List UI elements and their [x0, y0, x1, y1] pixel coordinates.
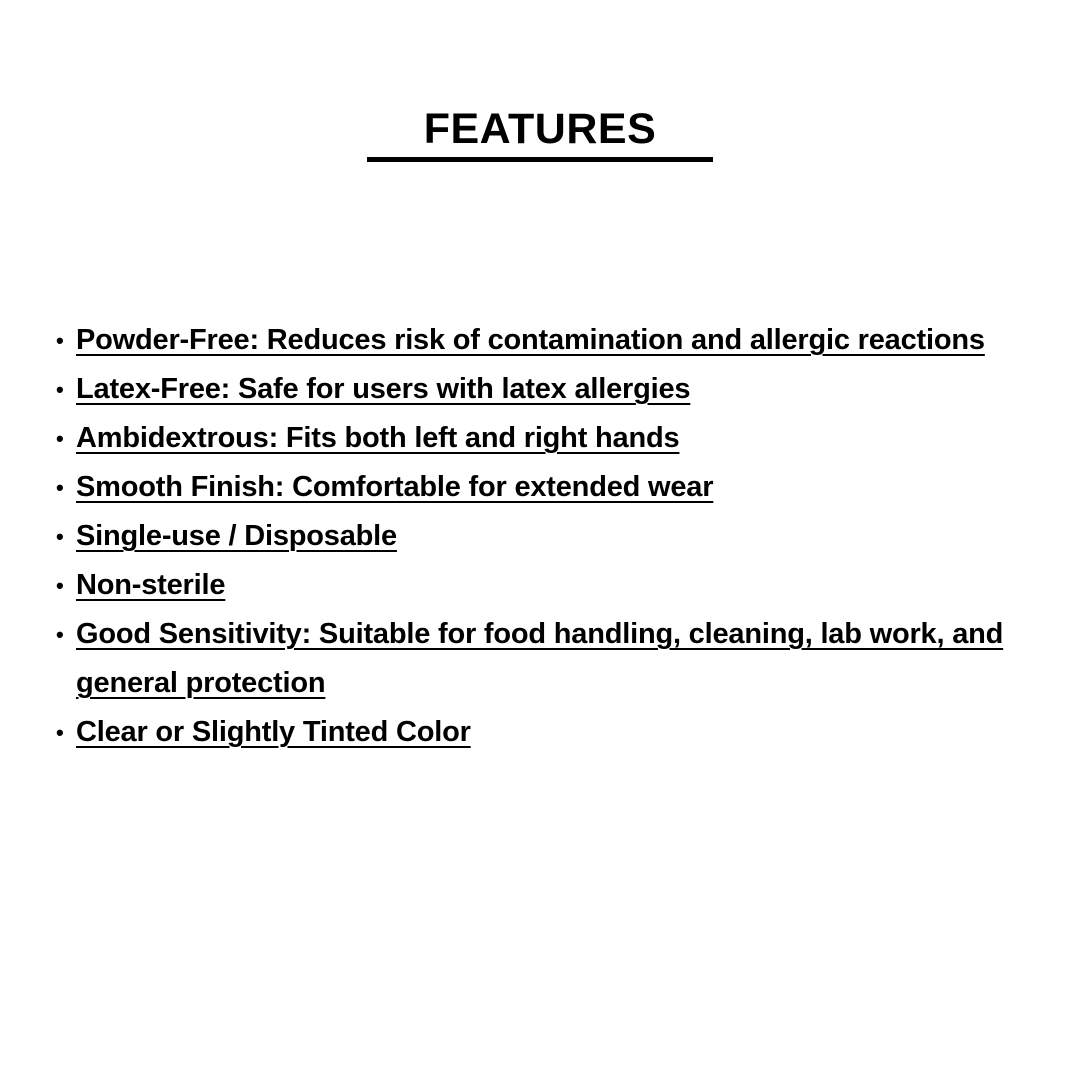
feature-list — [56, 316, 1071, 757]
feature-item-good-sensitivity — [56, 610, 1071, 708]
feature-item-smooth-finish — [56, 463, 1071, 512]
feature-text: Clear or Slightly Tinted Color — [76, 716, 471, 748]
bullet-icon: • — [56, 573, 64, 598]
feature-item-single-use — [56, 512, 1071, 561]
bullet-icon: • — [56, 426, 64, 451]
feature-text: Single-use / Disposable — [76, 520, 397, 552]
feature-item-powder-free — [56, 316, 1071, 365]
bullet-icon: • — [56, 524, 64, 549]
title-underline — [367, 157, 713, 162]
feature-item-ambidextrous — [56, 414, 1071, 463]
feature-item-color — [56, 708, 1071, 757]
feature-text: Smooth Finish: Comfortable for extended wear — [76, 471, 714, 503]
bullet-icon: • — [56, 377, 64, 402]
bullet-icon: • — [56, 720, 64, 745]
bullet-icon: • — [56, 328, 64, 353]
feature-text: Non-sterile — [76, 569, 226, 601]
feature-text: Good Sensitivity: Suitable for food handling, cleaning, lab work, and general protection — [76, 618, 1004, 699]
page-title: FEATURES — [423, 105, 657, 153]
feature-text: Ambidextrous: Fits both left and right hands — [76, 422, 680, 454]
feature-text: Powder-Free: Reduces risk of contamination and allergic reactions — [76, 324, 985, 356]
bullet-icon: • — [56, 475, 64, 500]
feature-text: Latex-Free: Safe for users with latex allergies — [76, 373, 691, 405]
feature-item-non-sterile — [56, 561, 1071, 610]
bullet-icon: • — [56, 622, 64, 647]
feature-item-latex-free — [56, 365, 1071, 414]
